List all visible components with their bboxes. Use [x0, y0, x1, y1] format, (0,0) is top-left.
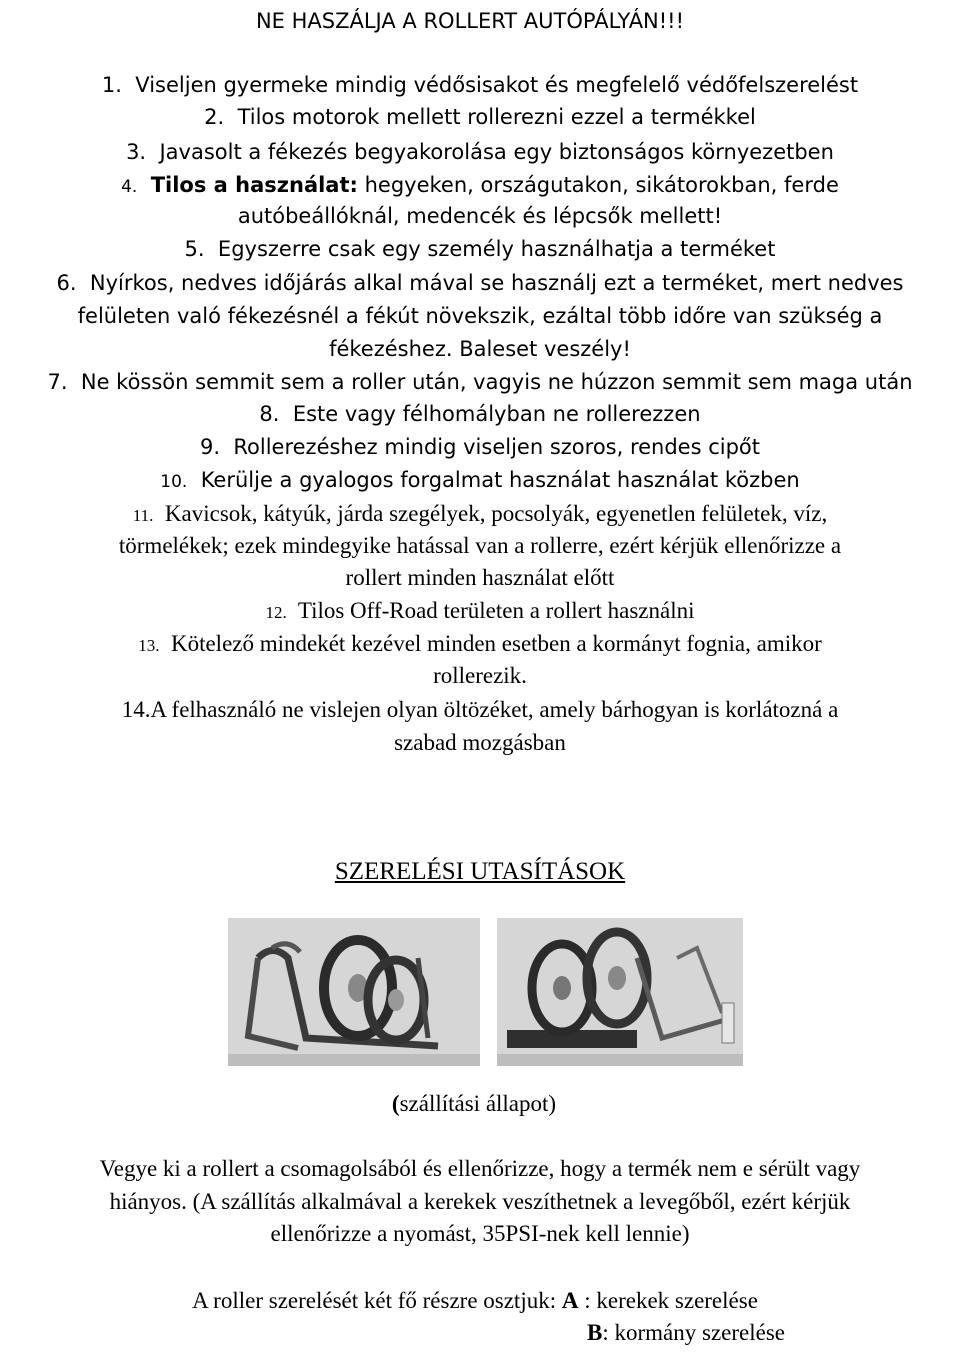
rule-6-cont-1: felületen való fékezésnél a fékút növekszik, ezáltal több időre van szükség a — [77, 304, 883, 328]
intro-line-2: hiányos. (A szállítás alkalmával a kerekek veszíthetnek a levegőből, ezért kérjük — [109, 1189, 851, 1214]
rule-11-cont-1: törmelékek; ezek mindegyike hatással van a rollerre, ezért kérjük ellenőrizze a — [118, 533, 842, 558]
rule-14: 14.A felhasználó ne vislejen olyan öltözéket, amely bárhogyan is korlátozná a — [121, 697, 839, 722]
rule-4-cont: autóbeállóknál, medencék és lépcsők mellett! — [237, 204, 723, 228]
rule-14-cont: szabad mozgásban — [394, 730, 566, 755]
rule-7: 7. Ne kössön semmit sem a roller után, vagyis ne húzzon semmit sem maga után — [47, 370, 913, 394]
parts-line-a: A roller szerelését két fő részre osztjuk: A : kerekek szerelése — [192, 1288, 758, 1313]
scooter-folded-photo — [228, 918, 480, 1066]
page-title: NE HASZÁLJA A ROLLERT AUTÓPÁLYÁN!!! — [255, 9, 685, 33]
rule-3: 3. Javasolt a fékezés begyakorolása egy biztonságos környezetben — [126, 140, 834, 164]
rule-11-cont-2: rollert minden használat előtt — [345, 565, 615, 590]
section-heading: SZERELÉSI UTASÍTÁSOK — [334, 858, 626, 885]
rule-4: 4. Tilos a használat: hegyeken, országutakon, sikátorokban, ferde — [121, 173, 839, 197]
rule-12: 12. Tilos Off-Road területen a rollert használni — [265, 598, 695, 623]
rule-11: 11. Kavicsok, kátyúk, járda szegélyek, pocsolyák, egyenetlen felületek, víz, — [132, 501, 828, 526]
scooter-packed-photo — [497, 918, 743, 1066]
rule-9: 9. Rollerezéshez mindig viseljen szoros, rendes cipőt — [199, 435, 761, 459]
intro-line-3: ellenőrizze a nyomást, 35PSI-nek kell lennie) — [270, 1221, 690, 1246]
rule-6-cont-2: fékezéshez. Baleset veszély! — [329, 337, 631, 361]
photo-caption: (szállítási állapot) — [391, 1091, 557, 1116]
rule-2: 2. Tilos motorok mellett rollerezni ezzel a termékkel — [204, 105, 756, 129]
rule-8: 8. Este vagy félhomályban ne rollerezzen — [259, 402, 701, 426]
rule-10: 10. Kerülje a gyalogos forgalmat használat használat közben — [160, 468, 800, 492]
rule-1: 1. Viseljen gyermeke mindig védősisakot és megfelelő védőfelszerelést — [101, 73, 859, 97]
intro-line-1: Vegye ki a rollert a csomagolsából és ellenőrizze, hogy a termék nem e sérült vagy — [99, 1156, 861, 1181]
rule-6: 6. Nyírkos, nedves időjárás alkal mával se használj ezt a terméket, mert nedves — [56, 271, 904, 295]
rule-5: 5. Egyszerre csak egy személy használhatja a terméket — [184, 237, 776, 261]
rule-13: 13. Kötelező mindekét kezével minden esetben a kormányt fognia, amikor — [138, 631, 822, 656]
rule-13-cont: rollerezik. — [433, 663, 527, 688]
